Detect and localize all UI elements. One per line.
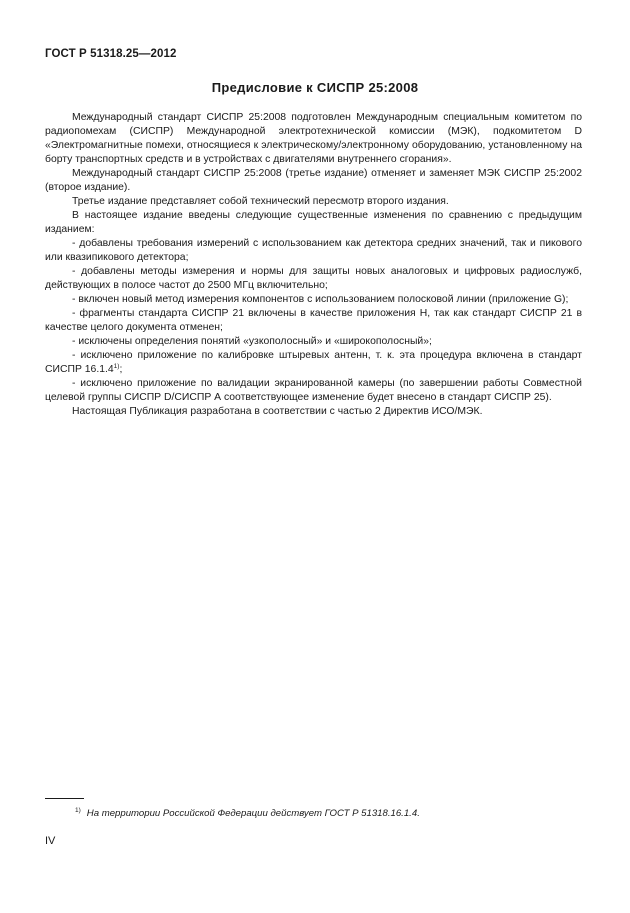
footnote-reference: 1) — [113, 363, 120, 370]
footnote-divider — [45, 798, 84, 799]
list-item-with-footnote — [45, 349, 582, 377]
footnote — [75, 808, 420, 819]
document-code-header: ГОСТ Р 51318.25—2012 — [45, 48, 177, 60]
section-title: Предисловие к СИСПР 25:2008 — [211, 80, 419, 95]
list-item-end: ; — [119, 364, 123, 375]
foreword-body — [45, 111, 582, 419]
list-item: - включен новый метод измерения компонентов с использованием полосковой линии (приложение G); — [72, 294, 569, 305]
paragraph: Международный стандарт СИСПР 25:2008 (третье издание) отменяет и заменяет МЭК СИСПР 25:2002 (второе издание). — [45, 168, 582, 193]
page-number: IV — [45, 835, 56, 847]
list-item-text: - исключено приложение по калибровке штыревых антенн, т. к. эта процедура включена в стандарт СИСПР 16.1.4 — [45, 350, 582, 375]
paragraph: Международный стандарт СИСПР 25:2008 подготовлен Международным специальным комитетом по радиопомехам (СИСПР) Международной электротехнической комиссии (МЭК), подкомитетом D «Электромагнитные помехи, относящиеся к электрическому/электронному оборудованию, установленному на борту транспортных средств и в устройствах с двигателями внутреннего сгорания». — [45, 112, 582, 165]
paragraph: В настоящее издание введены следующие существенные изменения по сравнению с предыдущим изданием: — [45, 210, 582, 235]
footnote-mark: 1) — [75, 807, 81, 814]
list-item: - добавлены методы измерения и нормы для защиты новых аналоговых и цифровых радиослужб, действующих в полосе частот до 2500 МГц включительно; — [45, 266, 582, 291]
list-item: - исключены определения понятий «узкополосный» и «широкополосный»; — [72, 336, 432, 347]
list-item: - добавлены требования измерений с использованием как детектора средних значений, так и пикового или квазипикового детектора; — [45, 238, 582, 263]
list-item: - исключено приложение по валидации экранированной камеры (по завершении работы Совместной целевой группы СИСПР D/СИСПР А соответствующее изменение будет внесено в стандарт СИСПР 25). — [45, 378, 582, 403]
paragraph: Третье издание представляет собой технический пересмотр второго издания. — [72, 196, 449, 207]
footnote-text: На территории Российской Федерации действует ГОСТ Р 51318.16.1.4. — [86, 808, 420, 819]
list-item: - фрагменты стандарта СИСПР 21 включены в качестве приложения Н, так как стандарт СИСПР 21 в качестве целого документа отменен; — [45, 308, 582, 333]
paragraph: Настоящая Публикация разработана в соответствии с частью 2 Директив ИСО/МЭК. — [72, 406, 483, 417]
